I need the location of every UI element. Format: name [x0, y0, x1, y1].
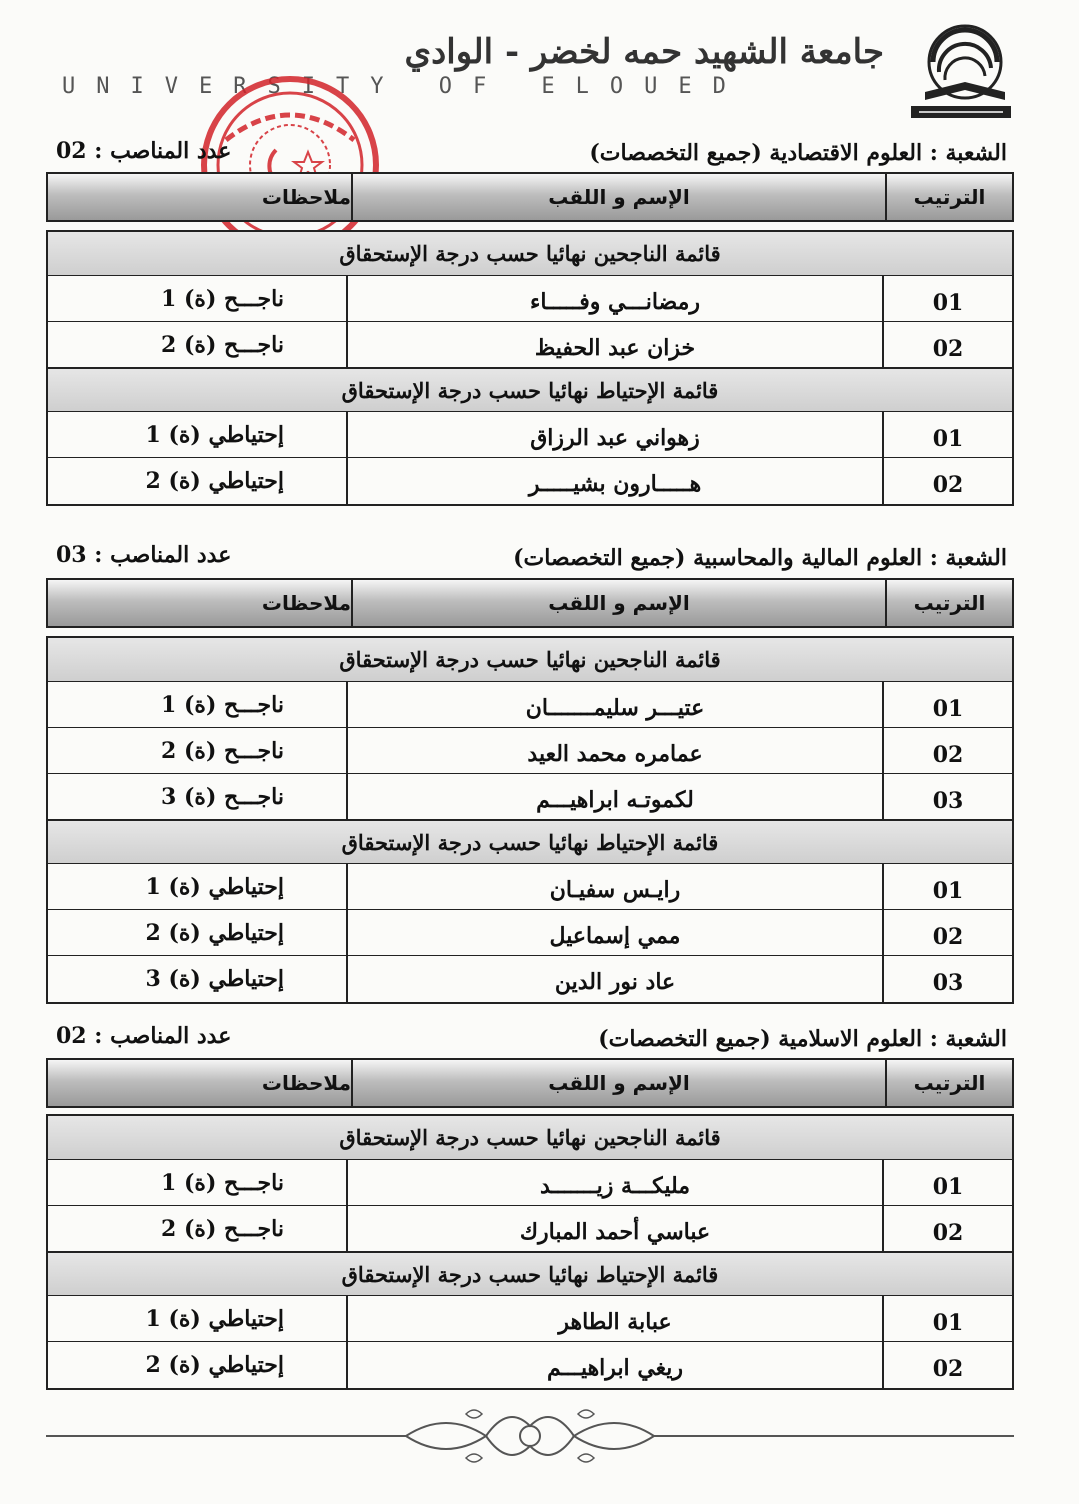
decorative-footer-ornament — [46, 1400, 1014, 1480]
name-cell: رمضانـــي وفـــــاء — [346, 276, 882, 321]
name-cell: عباسي أحمد المبارك — [346, 1206, 882, 1251]
university-logo — [905, 20, 1017, 122]
note-cell: إحتياطي (ة) 2 — [145, 468, 284, 494]
rank-cell: 01 — [882, 682, 1012, 727]
note-cell: إحتياطي (ة) 3 — [145, 966, 284, 992]
name-cell: ممي إسماعيل — [346, 910, 882, 955]
note-cell: إحتياطي (ة) 1 — [145, 421, 284, 448]
rank-cell: 01 — [882, 864, 1012, 909]
name-cell: ريغي ابراهيـــم — [346, 1342, 882, 1388]
name-cell: مليكـــة زيـــــــد — [346, 1160, 882, 1205]
section-1-winners-table — [46, 230, 1014, 506]
name-cell: لكموتـه ابراهيـــم — [346, 774, 882, 819]
note-cell: ناجـــح (ة) 1 — [161, 691, 284, 718]
note-cell: إحتياطي (ة) 2 — [145, 919, 284, 946]
table-row — [48, 1206, 1012, 1252]
table-row — [48, 728, 1012, 774]
column-header-rank: الترتيب — [887, 580, 1012, 626]
rank-cell: 02 — [882, 322, 1012, 367]
note-cell: ناجـــح (ة) 1 — [161, 1169, 284, 1196]
name-cell: رايـس سفيـان — [346, 864, 882, 909]
section-1-table-header — [46, 172, 1014, 222]
table-row — [48, 322, 1012, 368]
rank-cell: 02 — [882, 910, 1012, 955]
note-cell: إحتياطي (ة) 1 — [145, 873, 284, 900]
reserve-list-title: قائمة الإحتياط نهائيا حسب درجة الإستحقاق — [48, 820, 1012, 864]
section-3-table-header — [46, 1058, 1014, 1108]
section-2-table-header — [46, 578, 1014, 628]
name-cell: عبابة الطاهر — [346, 1296, 882, 1341]
table-row — [48, 1342, 1012, 1388]
section-2-winners-table — [46, 636, 1014, 1004]
winners-list-title: قائمة الناجحين نهائيا حسب درجة الإستحقاق — [48, 232, 1012, 276]
table-row — [48, 910, 1012, 956]
section-3-posts-count: عدد المناصب : 02 — [56, 1023, 232, 1049]
winners-list-title: قائمة الناجحين نهائيا حسب درجة الإستحقاق — [48, 638, 1012, 682]
note-cell: إحتياطي (ة) 2 — [145, 1352, 284, 1378]
note-cell: ناجـــح (ة) 2 — [161, 737, 284, 764]
document-header — [0, 0, 1079, 130]
note-cell: ناجـــح (ة) 3 — [161, 783, 284, 810]
rank-cell: 02 — [882, 1342, 1012, 1388]
section-2-branch: الشعبة : العلوم المالية والمحاسبية (جميع التخصصات) — [513, 545, 1007, 571]
table-row — [48, 458, 1012, 504]
table-row — [48, 1160, 1012, 1206]
rank-cell: 02 — [882, 728, 1012, 773]
section-1-branch: الشعبة : العلوم الاقتصادية (جميع التخصصات) — [589, 140, 1007, 166]
rank-cell: 03 — [882, 774, 1012, 819]
name-cell: زهواني عبد الرزاق — [346, 412, 882, 457]
rank-cell: 01 — [882, 1160, 1012, 1205]
name-cell: خزان عبد الحفيظ — [346, 322, 882, 367]
table-row — [48, 956, 1012, 1002]
table-row — [48, 1296, 1012, 1342]
table-row — [48, 682, 1012, 728]
column-header-name: الإسم و اللقب — [353, 580, 885, 626]
university-name-english: UNIVERSITY OF ELOUED — [62, 74, 747, 99]
rank-cell: 02 — [882, 458, 1012, 504]
column-header-notes: ملاحظات — [48, 174, 351, 220]
note-cell: ناجـــح (ة) 2 — [161, 1215, 284, 1242]
name-cell: هـــــارون بشيـــــر — [346, 458, 882, 504]
rank-cell: 01 — [882, 1296, 1012, 1341]
reserve-list-title: قائمة الإحتياط نهائيا حسب درجة الإستحقاق — [48, 1252, 1012, 1296]
column-header-name: الإسم و اللقب — [353, 174, 885, 220]
rank-cell: 02 — [882, 1206, 1012, 1251]
table-row — [48, 412, 1012, 458]
column-header-notes: ملاحظات — [48, 580, 351, 626]
table-row — [48, 864, 1012, 910]
note-cell: ناجـــح (ة) 1 — [161, 285, 284, 312]
note-cell: إحتياطي (ة) 1 — [145, 1305, 284, 1332]
section-2-posts-count: عدد المناصب : 03 — [56, 542, 232, 568]
section-1-posts-count: عدد المناصب : 02 — [56, 138, 232, 164]
reserve-list-title: قائمة الإحتياط نهائيا حسب درجة الإستحقاق — [48, 368, 1012, 412]
table-row — [48, 774, 1012, 820]
column-header-notes: ملاحظات — [48, 1060, 351, 1106]
name-cell: عتيـــر سليمـــــــان — [346, 682, 882, 727]
column-header-name: الإسم و اللقب — [353, 1060, 885, 1106]
column-header-rank: الترتيب — [887, 1060, 1012, 1106]
section-3-branch: الشعبة : العلوم الاسلامية (جميع التخصصات) — [598, 1026, 1007, 1052]
note-cell: ناجـــح (ة) 2 — [161, 331, 284, 358]
column-header-rank: الترتيب — [887, 174, 1012, 220]
table-row — [48, 276, 1012, 322]
rank-cell: 01 — [882, 412, 1012, 457]
winners-list-title: قائمة الناجحين نهائيا حسب درجة الإستحقاق — [48, 1116, 1012, 1160]
rank-cell: 03 — [882, 956, 1012, 1002]
university-name-arabic: جامعة الشهيد حمه لخضر - الوادي — [404, 32, 884, 72]
name-cell: عمامره محمد العيد — [346, 728, 882, 773]
rank-cell: 01 — [882, 276, 1012, 321]
section-3-winners-table — [46, 1114, 1014, 1390]
name-cell: عاد نور الدين — [346, 956, 882, 1002]
